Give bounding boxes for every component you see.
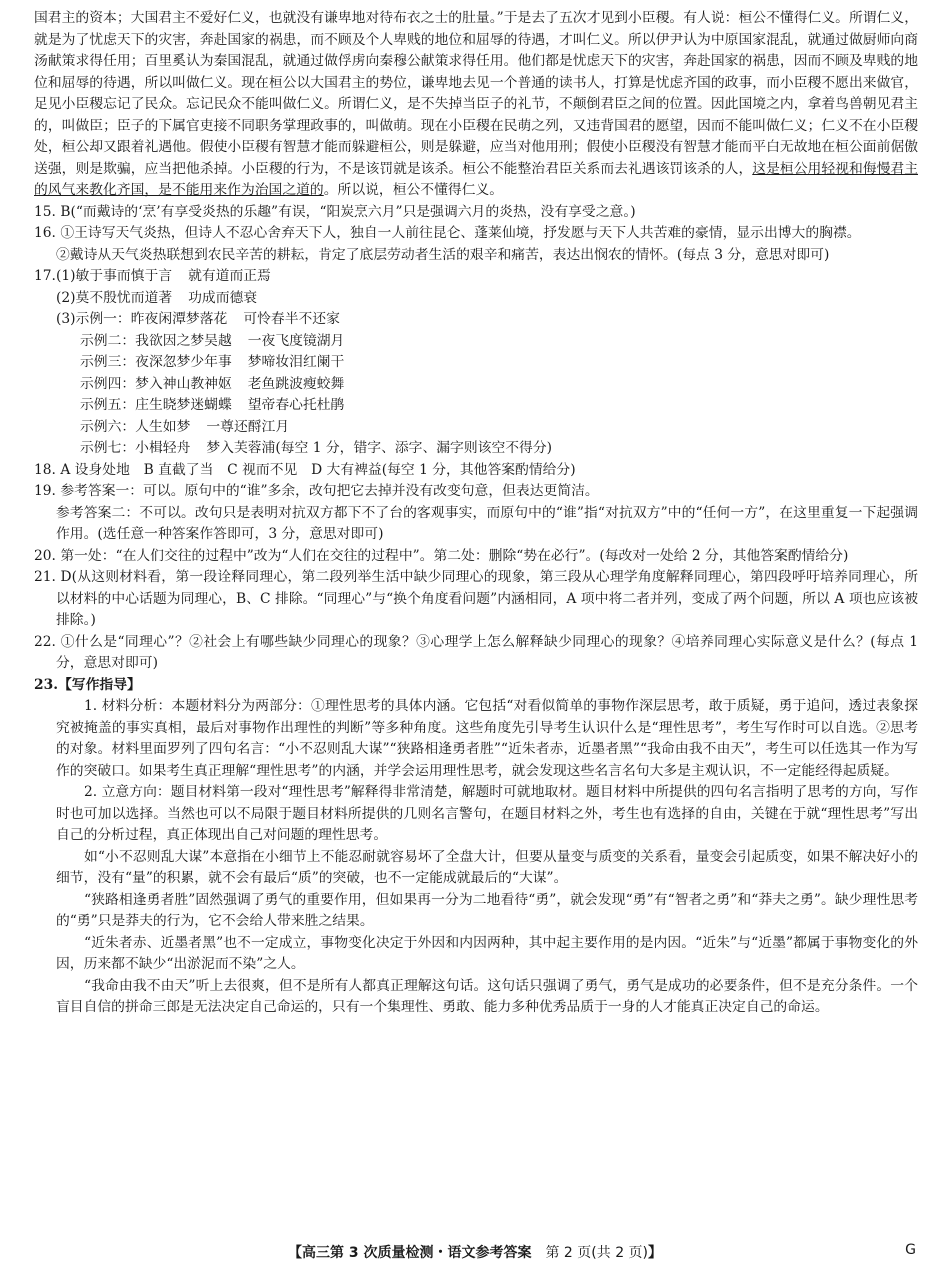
answer-23-paragraph: 2. 立意方向：题目材料第一段对“理性思考”解释得非常清楚，解题时可就地取材。题目材料中所提供的四句名言指明了思考的方向，写作时也可加以选择。当然也可以不局限于题目材料所提供的几则名言警句，在题目材料之外，考生也有选择的自由，关键在于就“理性思考”写出自己的分析过程，真正体现出自己对问题的理性思考。 xyxy=(56,784,918,843)
translation-underlined: 这是桓公用轻视和侮慢君主的风气来教化齐国，是不能用来作为治国之道的 xyxy=(34,160,919,198)
footer-title: 高三第 3 次质量检测・语文参考答案 xyxy=(301,1245,532,1261)
answer-17-num: 17. xyxy=(34,268,56,284)
footer-page-number: 第 2 页(共 2 页) xyxy=(545,1245,649,1261)
answer-22: 22. ①什么是“同理心”？②社会上有哪些缺少同理心的现象？③心理学上怎么解释缺少同理心的现象？④培养同理心实际意义是什么？(每点 1 分，意思对即可) xyxy=(34,633,918,671)
answer-17-example: 示例七：小楫轻舟 梦入芙蓉浦(每空 1 分，错字、添字、漏字则该空不得分) xyxy=(80,440,553,456)
page-footer: 【高三第 3 次质量检测・语文参考答案 第 2 页(共 2 页)】 xyxy=(287,1245,663,1261)
answer-17-2: (2)莫不殷忧而道著 功成而德衰 xyxy=(56,289,258,306)
answer-18: 18. A 设身处地 B 直截了当 C 视而不见 D 大有裨益(每空 1 分，其他答案酌情给分) xyxy=(34,461,576,478)
answer-16-b: ②戴诗从天气炎热联想到农民辛苦的耕耘，肯定了底层劳动者生活的艰辛和痛苦，表达出悯农的情怀。(每点 3 分，意思对即可) xyxy=(56,246,830,263)
answer-23-paragraph: 如“小不忍则乱大谋”本意指在小细节上不能忍耐就容易坏了全盘大计，但要从量变与质变的关系看，量变会引起质变，如果不解决好小的细节，没有“量”的积累，就不会有最后“质”的突破，也不一定能成就最后的“大谋”。 xyxy=(56,848,918,886)
translation-text-2: 。所以说，桓公不懂得仁义。 xyxy=(323,182,504,198)
answer-15: 15. B(“而戴诗的‘烹’有享受炎热的乐趣”有误，“阳炭烹六月”只是强调六月的炎热，没有享受之意。) xyxy=(34,203,636,220)
answer-23-heading: 23.【写作指导】 xyxy=(34,676,141,693)
answer-23-paragraph: “我命由我不由天”听上去很爽，但不是所有人都真正理解这句话。这句话只强调了勇气，勇气是成功的必要条件，但不是充分条件。一个盲目自信的拼命三郎是无法决定自己命运的，只有一个集理性、勇敢、能力多种优秀品质于一身的人才能真正决定自己的命运。 xyxy=(56,977,918,1015)
answer-19-a: 19. 参考答案一：可以。原句中的“谁”多余，改句把它去掉并没有改变句意，但表达更简洁。 xyxy=(34,483,599,499)
answer-17-3: (3)示例一：昨夜闲潭梦落花 可怜春半不还家 xyxy=(56,311,340,327)
answer-21: 21. D(从这则材料看，第一段诠释同理心，第二段列举生活中缺少同理心的现象，第三段从心理学角度解释同理心，第四段呼吁培养同理心，所以材料的中心话题为同理心，B、C 排除。“同理心”与“换个角度看问题”内涵相同，A 项中将二者并列，变成了两个问题，所以 A 项也应该被排除。) xyxy=(34,569,918,628)
answer-17-example: 示例六：人生如梦 一尊还酹江月 xyxy=(80,418,290,435)
answer-content xyxy=(34,8,918,1019)
translation-paragraph xyxy=(34,8,918,202)
answer-23-paragraph: “近朱者赤、近墨者黑”也不一定成立，事物变化决定于外因和内因两种，其中起主要作用的是内因。“近朱”与“近墨”都属于事物变化的外因，历来都不缺少“出淤泥而不染”之人。 xyxy=(56,934,918,972)
answer-17-example: 示例五：庄生晓梦迷蝴蝶 望帝春心托杜鹃 xyxy=(80,397,345,413)
answer-17-example: 示例三：夜深忽梦少年事 梦啼妆泪红阑干 xyxy=(80,354,345,370)
answer-17-example: 示例四：梦入神山教神妪 老鱼跳波瘦蛟舞 xyxy=(80,375,345,392)
answer-17-example: 示例二：我欲因之梦吴越 一夜飞度镜湖月 xyxy=(80,332,345,349)
footer-version-letter: G xyxy=(905,1242,916,1258)
answer-17-1: 17.(1)敏于事而慎于言 就有道而正焉 xyxy=(34,268,271,284)
answer-16-a: 16. ①王诗写天气炎热，但诗人不忍心舍弃天下人，独自一人前往昆仑、蓬莱仙境，抒发愿与天下人共苦难的豪情，显示出博大的胸襟。 xyxy=(34,225,861,241)
answer-23-paragraph: 1. 材料分析：本题材料分为两部分：①理性思考的具体内涵。它包括“对看似简单的事物作深层思考，敢于质疑，勇于追问，透过表象探究被掩盖的事实真相，最后对事物作出理性的判断”等多种角度。这些角度先引导考生认识什么是“理性思考”，考生写作时可以自选。②思考的对象。材料里面罗列了四句名言：“小不忍则乱大谋”“狭路相逢勇者胜”“近朱者赤，近墨者黑”“我命由我不由天”，考生可以任选其一作为写作的突破口。如果考生真正理解“理性思考”的内涵，并学会运用理性思考，就会发现这些名言名句大多是主观认识，不一定能经得起质疑。 xyxy=(56,698,918,779)
translation-text-1: 国君主的资本；大国君主不爱好仁义，也就没有谦卑地对待布衣之士的肚量。”于是去了五次才见到小臣稷。有人说：桓公不懂得仁义。所谓仁义，就是为了忧虑天下的灾害，奔赴国家的祸患，而不顾及个人卑贱的地位和屈辱的待遇，才叫仁义。所以伊尹认为中原国家混乱，就通过做厨师向商汤献策求得任用；百里奚认为秦国混乱，就通过做俘虏向秦穆公献策求得任用。他们都是忧虑天下的灾害，奔赴国家的祸患，因而不顾及卑贱的地位和屈辱的待遇，所以叫做仁义。现在桓公以大国君主的势位，谦卑地去见一个普通的读书人，打算是忧虑齐国的政事，而小臣稷不愿出来做官，足见小臣稷忘记了民众。忘记民众不能叫做仁义。所谓仁义，是不失掉当臣子的礼节，不颠倒君臣之间的位置。因此国境之内，拿着鸟兽朝见君主的，叫做臣；臣子的下属官吏接不同职务掌理政事的，叫做萌。现在小臣稷在民萌之列，又违背国君的愿望，因而不能叫做仁义；仁义不在小臣稷处，桓公却又跟着礼遇他。假使小臣稷有智慧才能而躲避桓公，则是躲避，应当对他用刑；假使小臣稷没有智慧才能而平白无故地在桓公面前倨傲送强，则是欺骗，应当把他杀掉。小臣稷的行为，不是该罚就是该杀。桓公不能整治君臣关系而去礼遇该罚该杀的人， xyxy=(34,10,918,177)
answer-20: 20. 第一处：“在人们交往的过程中”改为“人们在交往的过程中”。第二处：删除“势在必行”。(每改对一处给 2 分，其他答案酌情给分) xyxy=(34,547,849,564)
answer-19-b: 参考答案二：不可以。改句只是表明对抗双方都下不了台的客观事实，而原句中的“谁”指“对抗双方”中的“任何一方”，在这里重复一下起强调作用。(选任意一种答案作答即可，3 分，意思对即可) xyxy=(56,504,918,542)
answer-23-paragraph: “狭路相逢勇者胜”固然强调了勇气的重要作用，但如果再一分为二地看待“勇”，就会发现“勇”有“智者之勇”和“莽夫之勇”。缺少理性思考的“勇”只是莽夫的行为，它不会给人带来胜之结果。 xyxy=(56,891,918,929)
